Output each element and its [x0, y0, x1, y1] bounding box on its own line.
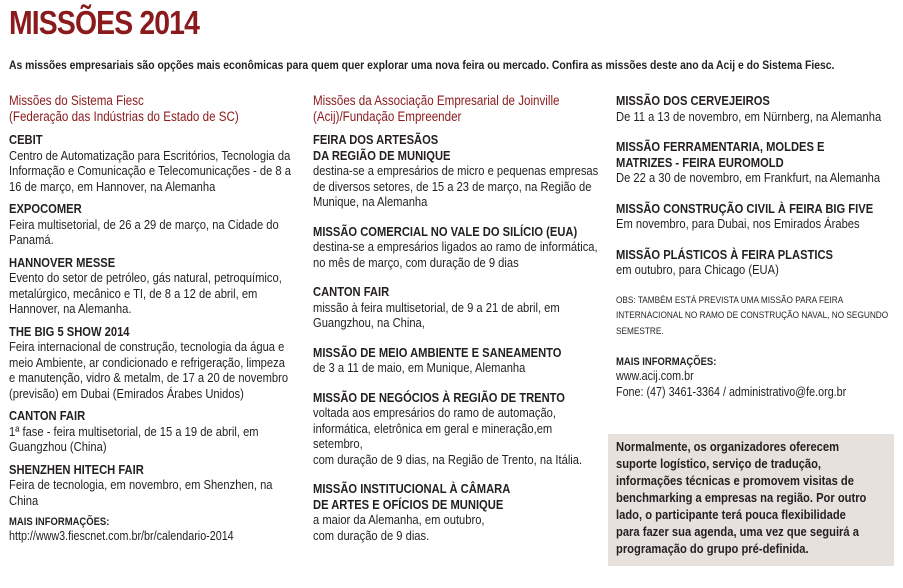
- mission-title-line: MISSÃO PLÁSTICOS À FEIRA PLASTICS: [616, 246, 834, 262]
- mission-description-line: e manutenção, vidro & metalm, de 17 a 20 de novembro: [9, 370, 289, 385]
- mission-title: [9, 324, 294, 340]
- more-info-contact-line: www.acij.com.br: [616, 369, 694, 383]
- mission-description-line: em outubro, para Chicago (EUA): [616, 262, 779, 277]
- mission-title: [9, 255, 294, 271]
- mission-title-line: THE BIG 5 SHOW 2014: [9, 323, 130, 339]
- mission-description-line: a maior da Alemanha, em outubro,: [313, 512, 485, 527]
- mission-title: [9, 132, 294, 148]
- mission-description-line: (previsão) em Dubai (Emirados Árabes Unidos): [9, 385, 244, 401]
- mission-item: [9, 408, 294, 455]
- mission-title-line: MATRIZES - FEIRA EUROMOLD: [616, 154, 784, 170]
- more-info-contact: [9, 529, 294, 545]
- mission-description-line: destina-se a empresários de micro e pequenas empresas: [313, 163, 599, 178]
- mission-description-line: de 3 a 11 de maio, em Munique, Alemanha: [313, 360, 526, 375]
- mission-description-line: Centro de Automatização para Escritórios, Tecnologia da: [9, 147, 291, 163]
- mission-description-line: voltada aos empresários do ramo de automação,: [313, 405, 556, 420]
- mission-description-line: Feira multisetorial, de 26 a 29 de março, na Cidade do: [9, 216, 279, 232]
- mission-title-line: MISSÃO CONSTRUÇÃO CIVIL À FEIRA BIG FIVE: [616, 200, 874, 216]
- mission-description: [9, 270, 294, 317]
- page-title: MISSÕES 2014: [9, 4, 200, 41]
- mission-title: [616, 247, 896, 263]
- mission-title: [313, 284, 599, 300]
- mission-title-line: MISSÃO INSTITUCIONAL À CÂMARA: [313, 481, 511, 496]
- mission-item: [313, 345, 599, 376]
- mission-description: [313, 512, 599, 543]
- mission-description-line: Evento do setor de petróleo, gás natural, petroquímico,: [9, 270, 282, 285]
- mission-description: [9, 477, 294, 508]
- column-acij: [313, 93, 599, 557]
- mission-item: [9, 462, 294, 509]
- mission-item: [313, 132, 599, 210]
- mission-title-line: MISSÃO DE NEGÓCIOS À REGIÃO DE TRENTO: [313, 389, 565, 405]
- note-line: para fazer sua agenda, uma vez que seguirá a: [616, 524, 859, 539]
- mission-title-line: MISSÃO DOS CERVEJEIROS: [616, 93, 770, 108]
- note-line: benchmarking a empresas na região. Por outro: [616, 490, 867, 505]
- section-heading: [313, 93, 599, 124]
- more-info-title: MAIS INFORMAÇÕES:: [616, 356, 717, 368]
- mission-item: [616, 93, 896, 124]
- mission-description: [9, 339, 294, 401]
- note-line: informações técnicas e promovem visitas de: [616, 473, 854, 488]
- mission-description: [616, 216, 896, 232]
- mission-description-line: Munique, na Alemanha: [313, 194, 428, 209]
- section-heading-line: (Federação das Indústrias do Estado de SC): [9, 108, 239, 124]
- mission-title: [313, 390, 599, 406]
- mission-description-line: Informação e Comunicação e Telecomunicações - de 8 a: [9, 163, 291, 178]
- mission-description-line: 1ª fase - feira multisetorial, de 15 a 19 de abril, em: [9, 423, 259, 439]
- mission-description-line: no mês de março, com duração de 9 dias: [313, 254, 519, 270]
- more-info-title: MAIS INFORMAÇÕES:: [9, 516, 110, 528]
- mission-title: [313, 132, 599, 163]
- mission-item: [616, 201, 896, 232]
- mission-description-line: Em novembro, para Dubai, nos Emirados Árabes: [616, 216, 860, 231]
- mission-title-line: CANTON FAIR: [9, 408, 86, 423]
- mission-title-line: MISSÃO FERRAMENTARIA, MOLDES E: [616, 139, 825, 154]
- mission-description-line: Feira internacional de construção, tecnologia da água e: [9, 339, 285, 354]
- mission-title: [9, 408, 294, 424]
- note-line: programação do grupo pré-definida.: [616, 541, 809, 556]
- mission-description-line: destina-se a empresários ligados ao ramo de informática,: [313, 239, 598, 254]
- mission-title: [616, 93, 896, 109]
- mission-description: [9, 424, 294, 455]
- column-sistema-fiesc: [9, 93, 294, 545]
- mission-title-line: MISSÃO COMERCIAL NO VALE DO SILÍCIO (EUA): [313, 223, 578, 239]
- mission-description: [9, 217, 294, 248]
- mission-title-line: SHENZHEN HITECH FAIR: [9, 461, 144, 477]
- mission-item: [313, 224, 599, 271]
- mission-description-line: com duração de 9 dias.: [313, 527, 430, 543]
- mission-item: [9, 324, 294, 402]
- mission-item: [9, 255, 294, 317]
- mission-item: [313, 390, 599, 468]
- mission-description-line: 16 de março, em Hannover, na Alemanha: [9, 178, 216, 194]
- mission-item: [313, 481, 599, 543]
- mission-description: [616, 109, 896, 125]
- mission-description-line: China: [9, 492, 39, 508]
- mission-title-line: CANTON FAIR: [313, 284, 390, 299]
- section-heading-line: Missões do Sistema Fiesc: [9, 93, 144, 108]
- mission-title: [313, 481, 599, 512]
- obs-note-line: SEMESTRE.: [616, 325, 664, 337]
- mission-description-line: Hannover, na Alemanha.: [9, 301, 132, 316]
- more-info-contact-line: http://www3.fiescnet.com.br/br/calendario-2014: [9, 529, 234, 543]
- obs-note-line: OBS: TAMBÉM ESTÁ PREVISTA UMA MISSÃO PARA FEIRA: [616, 294, 844, 306]
- mission-description-line: Guangzhou, na China,: [313, 315, 425, 330]
- mission-description-line: Guangzhou (China): [9, 439, 107, 454]
- section-heading-line: Missões da Associação Empresarial de Joinville: [313, 93, 560, 108]
- more-info-contact: [616, 369, 896, 400]
- intro-text: As missões empresariais são opções mais econômicas para quem quer explorar uma nova feira ou mercado. Confira as missões deste ano da Acij e do Sistema Fiesc.: [9, 58, 835, 72]
- mission-description-line: meio Ambiente, ar condicionado e refrigeração, limpeza: [9, 354, 285, 370]
- mission-title: [616, 201, 896, 217]
- mission-item: [313, 284, 599, 331]
- note-line: suporte logístico, serviço de tradução,: [616, 456, 822, 471]
- mission-title: [9, 201, 294, 217]
- note-box: [608, 434, 894, 566]
- mission-description: [313, 300, 599, 331]
- mission-description-line: De 22 a 30 de novembro, em Frankfurt, na Alemanha: [616, 170, 881, 185]
- section-heading-line: (Acij)/Fundação Empreender: [313, 108, 462, 124]
- mission-title-line: MISSÃO DE MEIO AMBIENTE E SANEAMENTO: [313, 344, 562, 360]
- mission-description: [313, 405, 599, 467]
- mission-description-line: missão à feira multisetorial, de 9 a 21 de abril, em: [313, 299, 560, 315]
- mission-description: [616, 262, 896, 278]
- mission-item: [9, 132, 294, 194]
- column-more-missions: [616, 93, 896, 400]
- mission-title-line: CEBIT: [9, 132, 43, 147]
- mission-title: [313, 224, 599, 240]
- more-info-contact-line: Fone: (47) 3461-3364 / administrativo@fe.org.br: [616, 384, 847, 399]
- mission-description-line: metalúrgico, mecânico e TI, de 8 a 12 de abril, em: [9, 285, 258, 301]
- mission-description-line: informática, eletrônica em geral e mineração,em setembro,: [313, 420, 553, 451]
- mission-description-line: de diversos setores, de 15 a 23 de março, na Região de: [313, 178, 592, 194]
- obs-note: [616, 293, 896, 340]
- mission-description: [313, 360, 599, 376]
- note-text: [616, 438, 887, 557]
- mission-title: [616, 139, 896, 170]
- mission-description-line: Feira de tecnologia, em novembro, em Shenzhen, na: [9, 477, 273, 492]
- obs-note-line: INTERNACIONAL NO RAMO DE CONSTRUÇÃO NAVAL, NO SEGUNDO: [616, 310, 889, 321]
- mission-description: [313, 239, 599, 270]
- mission-description-line: Panamá.: [9, 232, 54, 247]
- mission-description: [616, 170, 896, 186]
- mission-title-line: DA REGIÃO DE MUNIQUE: [313, 147, 451, 163]
- mission-description-line: De 11 a 13 de novembro, em Nürnberg, na Alemanha: [616, 108, 882, 124]
- note-line: lado, o participante terá pouca flexibilidade: [616, 507, 846, 522]
- mission-item: [616, 139, 896, 186]
- mission-title: [313, 345, 599, 361]
- section-heading: [9, 93, 294, 124]
- mission-description: [313, 163, 599, 210]
- more-info: [616, 355, 896, 400]
- mission-description-line: com duração de 9 dias, na Região de Trento, na Itália.: [313, 451, 583, 467]
- mission-title: [9, 462, 294, 478]
- note-line: Normalmente, os organizadores oferecem: [616, 439, 840, 454]
- mission-description: [9, 148, 294, 195]
- mission-title-line: HANNOVER MESSE: [9, 254, 116, 270]
- mission-item: [616, 247, 896, 278]
- more-info: [9, 515, 294, 545]
- mission-title-line: DE ARTES E OFÍCIOS DE MUNIQUE: [313, 496, 504, 512]
- mission-title-line: EXPOCOMER: [9, 201, 82, 216]
- mission-item: [9, 201, 294, 248]
- mission-title-line: FEIRA DOS ARTESÃOS: [313, 132, 439, 147]
